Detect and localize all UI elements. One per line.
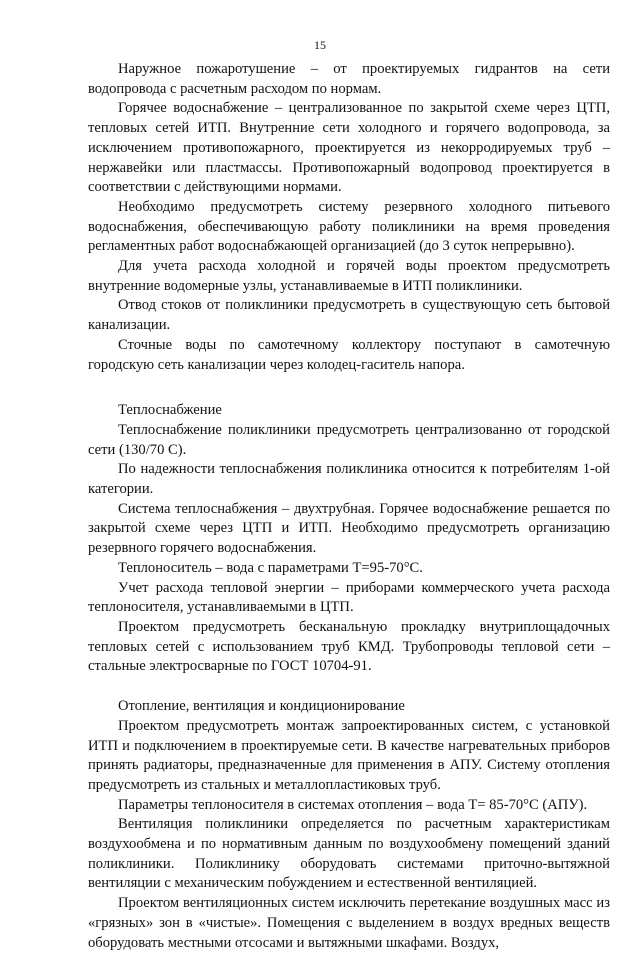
paragraph-water-meters: Для учета расхода холодной и горячей воды проектом предусмотреть внутренние водомерные узлы, устанавливаемые в ИТП поликлиники. <box>88 258 610 294</box>
section-spacer <box>88 677 610 697</box>
paragraph-reserve-water: Необходимо предусмотреть систему резервного холодного питьевого водоснабжения, обеспечивающую работу поликлиники на время проведения регламентных работ водоснабжающей организацией (до 3 суток непрерывно). <box>88 198 610 255</box>
paragraph-heat-pipes: Проектом предусмотреть бесканальную прокладку внутриплощадочных тепловых сетей с использованием труб КМД. Трубопроводы тепловой сети – стальные электросварные по ГОСТ 10704-91. <box>88 618 610 675</box>
paragraph-fire-hydrants: Наружное пожаротушение – от проектируемых гидрантов на сети водопровода с расчетным расходом по нормам. <box>88 61 610 97</box>
paragraph-heat-reliability: По надежности теплоснабжения поликлиника относится к потребителям 1-ой категории. <box>88 461 610 498</box>
paragraph-hvac-parameters: Параметры теплоносителя в системах отопления – вода Т= 85-70°С (АПУ). <box>118 796 588 813</box>
paragraph-heat-system: Система теплоснабжения – двухтрубная. Горячее водоснабжение решается по закрытой схеме через ЦТП и ИТП. Необходимо предусмотреть организацию резервного горячего водоснабжения. <box>88 500 610 557</box>
heading-heat-supply: Теплоснабжение <box>118 402 222 419</box>
paragraph-hot-water: Горячее водоснабжение – централизованное по закрытой схеме через ЦТП, тепловых сетей ИТП. Внутренние сети холодного и горячего водопровода, за исключением противопожарного, проектируется из некорродируемых труб – нержавейки или пластмассы. Противопожарный водопровод проектируется в соответствии с действующими нормами. <box>88 100 610 196</box>
paragraph-ventilation-zones: Проектом вентиляционных систем исключить перетекание воздушных масс из «грязных» зон в «чистые». Помещения с выделением в воздух вредных веществ оборудовать местными отсосами и вытяжными шкафами. Воздух, <box>88 895 610 951</box>
paragraph-heat-source: Теплоснабжение поликлиники предусмотреть централизованно от городской сети (130/70 С). <box>88 421 610 458</box>
paragraph-heat-carrier: Теплоноситель – вода с параметрами Т=95-70°С. <box>118 559 423 576</box>
heading-hvac: Отопление, вентиляция и кондиционирование <box>118 698 405 715</box>
document-body <box>88 60 610 953</box>
paragraph-wastewater: Сточные воды по самотечному коллектору поступают в самотечную городскую сеть канализации через колодец-гаситель напора. <box>88 336 610 373</box>
section-spacer <box>88 375 610 401</box>
page-number: 15 <box>314 38 326 52</box>
paragraph-ventilation: Вентиляция поликлиники определяется по расчетным характеристикам воздухообмена и по нормативным данным по воздухообмену помещений зданий поликлиники. Поликлинику оборудовать системами приточно-вытяжной вентиляции с механическим побуждением и естественной вентиляцией. <box>88 816 610 892</box>
paragraph-heat-metering: Учет расхода тепловой энергии – приборами коммерческого учета расхода теплоносителя, устанавливаемыми в ЦТП. <box>88 579 610 616</box>
paragraph-hvac-installation: Проектом предусмотреть монтаж запроектированных систем, с установкой ИТП и подключением в проектируемые сети. В качестве нагревательных приборов принять радиаторы, предназначенные для применения в АПУ. Систему отопления предусмотреть из стальных и металлопластиковых труб. <box>88 717 610 793</box>
paragraph-sewage: Отвод стоков от поликлиники предусмотреть в существующую сеть бытовой канализации. <box>88 297 610 334</box>
